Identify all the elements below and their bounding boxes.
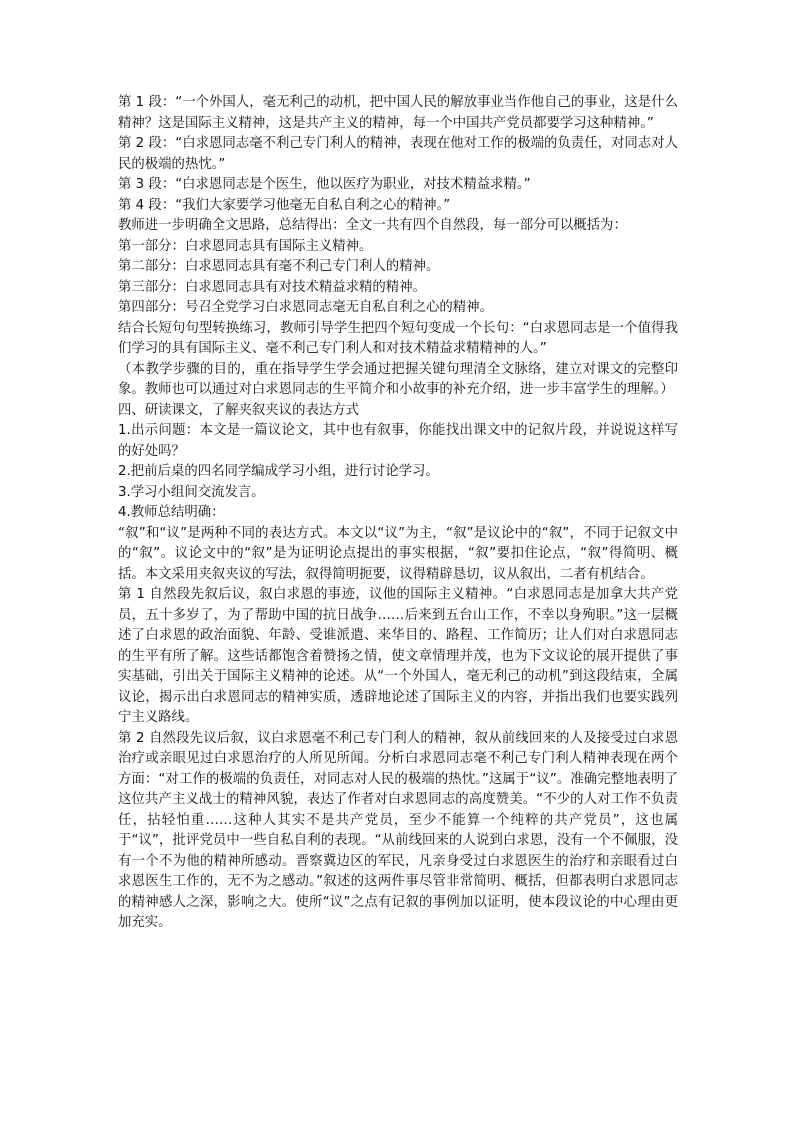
paragraph: 第 4 段：“我们大家要学习他毫无自私自利之心的精神。” bbox=[118, 197, 451, 213]
paragraph: 第一部分：白求恩同志具有国际主义精神。 bbox=[118, 238, 373, 254]
list-item: 2.把前后桌的四名同学编成学习小组，进行讨论学习。 bbox=[118, 464, 439, 479]
paragraph: “叙”和“议”是两种不同的表达方式。本文以“议”为主，“叙”是议论中的“叙”，不同于记叙文中的“叙”。议论文中的“叙”是为证明论点提出的事实根据，“叙”要扣住论点，“叙”得简明、概括。本文采用夹叙夹议的写法，叙得简明扼要，议得精辟恳切，议从叙出，二者有机结合。 bbox=[118, 525, 678, 582]
list-item: 1.出示问题：本文是一篇议论文，其中也有叙事，你能找出课文中的记叙片段，并说说这样写的好处吗？ bbox=[118, 423, 678, 459]
paragraph: 第三部分：白求恩同志具有对技术精益求精的精神。 bbox=[118, 279, 426, 295]
paragraph: 第 1 自然段先叙后议，叙白求恩的事迹，议他的国际主义精神。“白求恩同志是加拿大共产党员，五十多岁了，为了帮助中国的抗日战争……后来到五台山工作，不幸以身殉职。”这一层概述了白求恩的政治面貌、年龄、受谁派遣、来华目的、路程、工作简历；让人们对白求恩同志的生平有所了解。这些话都饱含着赞扬之情，使文章情理并茂，也为下文议论的展开提供了事实基础，引出关于国际主义精神的论述。从“一个外国人，毫无利己的动机”到这段结束，全属议论，揭示出白求恩同志的精神实质，透辟地论述了国际主义的内容，并指出我们也要实践列宁主义路线。 bbox=[118, 587, 678, 725]
paragraph: 第二部分：白求恩同志具有毫不利己专门利人的精神。 bbox=[118, 259, 440, 274]
paragraph: 第 1 段：“一个外国人，毫无利己的动机，把中国人民的解放事业当作他自己的事业，这是什么精神？这是国际主义精神，这是共产主义的精神，每一个中国共产党员都要学习这种精神。” bbox=[118, 95, 678, 131]
paragraph: （本教学步骤的目的，重在指导学生学会通过把握关键句理清全文脉络，建立对课文的完整印象。教师也可以通过对白求恩同志的生平简介和小故事的补充介绍，进一步丰富学生的理解。） bbox=[118, 361, 678, 397]
paragraph: 教师进一步明确全文思路，总结得出：全文一共有四个自然段，每一部分可以概括为： bbox=[118, 218, 627, 233]
paragraph: 第 2 段：“白求恩同志毫不利己专门利人的精神，表现在他对工作的极端的负责任，对同志对人民的极端的热忱。” bbox=[118, 136, 678, 172]
paragraph: 第 3 段：“白求恩同志是个医生，他以医疗为职业，对技术精益求精。” bbox=[118, 177, 531, 192]
paragraph: 第 2 自然段先议后叙，议白求恩毫不利己专门利人的精神，叙从前线回来的人及接受过白求恩治疗或亲眼见过白求恩治疗的人所见所闻。分析白求恩同志毫不利己专门利人精神表现在两个方面：“对工作的极端的负责任，对同志对人民的极端的热忱。”这属于“议”。准确完整地表明了这位共产主义战士的精神风貌，表达了作者对白求恩同志的高度赞美。“不少的人对工作不负责任，拈轻怕重……这种人其实不是共产党员，至少不能算一个纯粹的共产党员”，这也属于“议”，批评党员中一些自私自利的表现。“从前线回来的人说到白求恩，没有一个不佩服，没有一个不为他的精神所感动。晋察冀边区的军民，凡亲身受过白求恩医生的治疗和亲眼看过白求恩医生工作的，无不为之感动。”叙述的这两件事尽管非常简明、概括，但都表明白求恩同志的精神感人之深，影响之大。使所“议”之点有记叙的事例加以证明，使本段议论的中心理由更加充实。 bbox=[118, 730, 678, 930]
document-body bbox=[118, 93, 678, 934]
paragraph: 结合长短句句型转换练习，教师引导学生把四个短句变成一个长句：“白求恩同志是一个值得我们学习的具有国际主义、毫不利己专门利人和对技术精益求精精神的人。” bbox=[118, 320, 678, 356]
paragraph: 第四部分：号召全党学习白求恩同志毫无自私自利之心的精神。 bbox=[118, 300, 493, 315]
list-item: 3.学习小组间交流发言。 bbox=[118, 484, 265, 500]
list-item: 4.教师总结明确： bbox=[118, 505, 225, 520]
section-heading: 四、研读课文，了解夹叙夹议的表达方式 bbox=[118, 402, 360, 418]
